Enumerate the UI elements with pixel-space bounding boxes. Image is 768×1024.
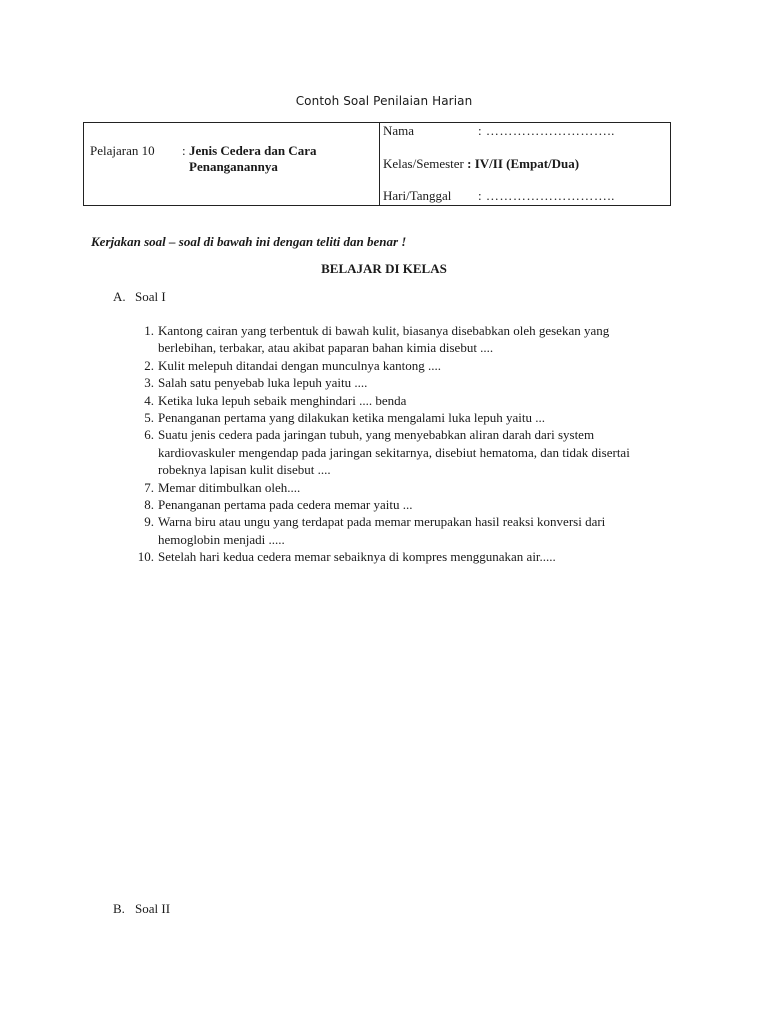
section-a-title: [113, 289, 166, 305]
list-item: [130, 479, 670, 496]
list-item: [130, 374, 670, 391]
class-value: : IV/II (Empat/Dua): [467, 156, 580, 171]
date-label: Hari/Tanggal: [383, 188, 452, 203]
question-text: Penanganan pertama pada cedera memar yaitu ...: [158, 497, 413, 513]
question-number: 10.: [137, 549, 154, 565]
list-item: [130, 392, 670, 409]
question-number: 3.: [144, 375, 154, 391]
question-text: Ketika luka lepuh sebaik menghindari .... benda: [158, 392, 407, 408]
question-text: Suatu jenis cedera pada jaringan tubuh, yang menyebabkan aliran darah dari system kardiovaskuler mengendap pada jaringan sekitarnya, disebiut hematoma, dan tidak disertai robeknya lapisan kulit disebut ....: [158, 427, 630, 478]
instruction-text: Kerjakan soal – soal di bawah ini dengan teliti dan benar !: [91, 234, 407, 249]
list-item: [130, 513, 670, 548]
question-number: 4.: [144, 392, 154, 408]
question-text: Warna biru atau ungu yang terdapat pada memar merupakan hasil reaksi konversi dari hemoglobin menjadi .....: [158, 514, 606, 547]
section-b-title: [113, 901, 170, 917]
list-item: [130, 322, 670, 357]
list-item: [130, 548, 670, 565]
lesson-colon: :: [182, 143, 186, 158]
section-a-letter: A.: [113, 289, 126, 304]
question-text: Setelah hari kedua cedera memar sebaiknya di kompres menggunakan air.....: [158, 549, 556, 565]
list-item: [130, 357, 670, 374]
list-item: [130, 409, 670, 426]
question-text: Penanganan pertama yang dilakukan ketika mengalami luka lepuh yaitu ...: [158, 410, 545, 426]
section-a-label: Soal I: [135, 289, 166, 304]
question-number: 5.: [144, 410, 154, 426]
class-label: Kelas/Semester: [383, 156, 464, 171]
question-text: Memar ditimbulkan oleh....: [158, 479, 301, 495]
class-row: [383, 156, 579, 172]
date-row: [383, 188, 615, 204]
document-title: Contoh Soal Penilaian Harian: [295, 94, 473, 108]
table-divider: [379, 123, 380, 205]
name-label: Nama: [383, 123, 415, 138]
section-b-letter: B.: [113, 901, 125, 916]
lesson-topic: Jenis Cedera dan Cara Penanganannya: [189, 143, 317, 174]
question-number: 7.: [144, 479, 154, 495]
question-number: 2.: [144, 357, 154, 373]
list-item: [130, 496, 670, 513]
question-text: Salah satu penyebab luka lepuh yaitu ....: [158, 375, 368, 391]
name-fill-line: : ………………………..: [478, 123, 615, 138]
section-b-label: Soal II: [135, 901, 171, 916]
date-fill-line: : ………………………..: [478, 188, 615, 203]
name-row: [383, 123, 615, 139]
question-text: Kantong cairan yang terbentuk di bawah kulit, biasanya disebabkan oleh gesekan yang berlebihan, terbakar, atau akibat paparan bahan kimia disebut ....: [158, 323, 610, 356]
question-number: 8.: [144, 497, 154, 513]
lesson-label: Pelajaran 10: [90, 143, 155, 158]
question-text: Kulit melepuh ditandai dengan munculnya kantong ....: [158, 357, 442, 373]
question-list: [130, 322, 670, 566]
section-heading: BELAJAR DI KELAS: [321, 261, 447, 276]
question-number: 1.: [144, 323, 154, 338]
question-number: 6.: [144, 427, 154, 443]
question-number: 9.: [144, 514, 154, 530]
list-item: [130, 426, 670, 478]
